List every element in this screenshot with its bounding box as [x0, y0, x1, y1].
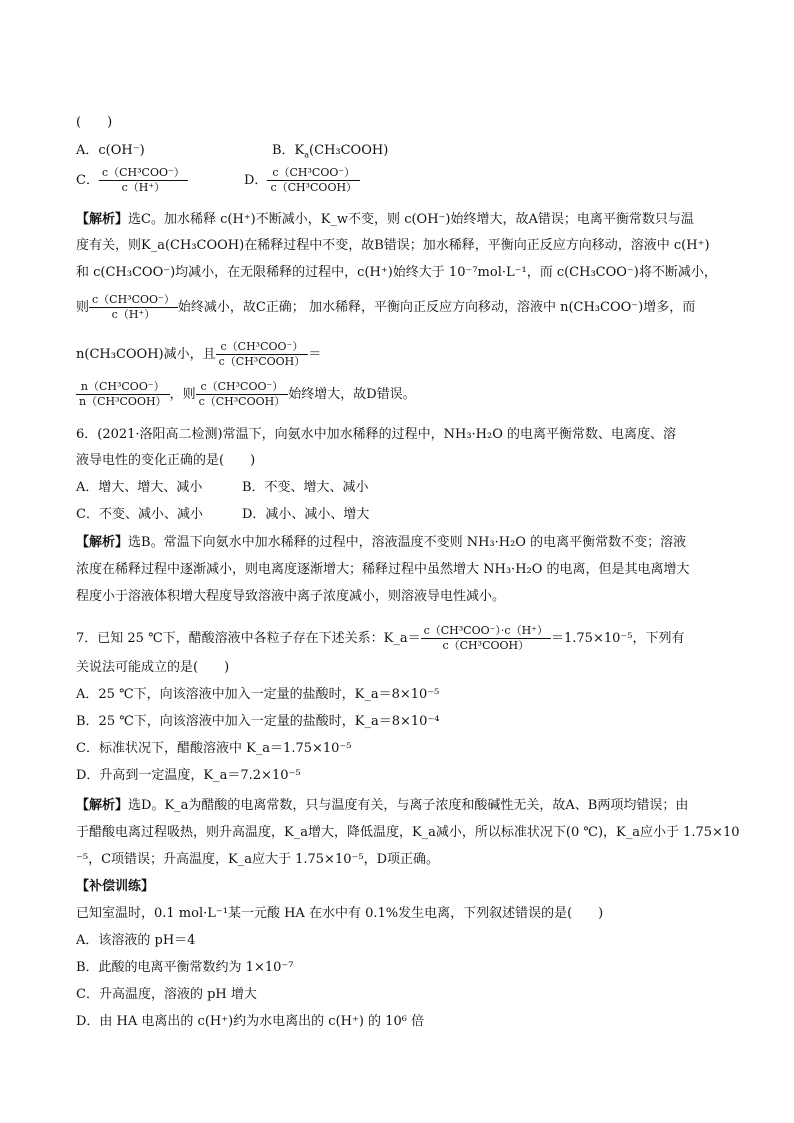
a6-line-3: 程度小于溶液体积增大程度导致溶液中离子浓度减小，则溶液导电性减小。 [76, 589, 506, 604]
q6-option-b: B．不变、增大、减小 [242, 480, 369, 495]
q6-line-1: 6．(2021·洛阳高二检测)常温下，向氨水中加水稀释的过程中，NH₃·H₂O 的电离平衡常数、电离度、溶 [76, 427, 677, 442]
supp-question: 已知室温时，0.1 mol·L⁻¹某一元酸 HA 在水中有 0.1%发生电离，下列叙述错误的是( ) [76, 906, 604, 921]
a7-line-1: 【解析】选D。K_a为醋酸的电离常数，只与温度有关，与离子浓度和酸碱性无关，故A、B两项均错误；由 [76, 798, 689, 813]
q5-option-d: D． $\frac{\text{c（CH³COO⁻）}}{\text{c（CH³COOH）}}$ [244, 166, 360, 195]
supp-option-d: D．由 HA 电离出的 c(H⁺)约为水电离出的 c(H⁺) 的 10⁶ 倍 [76, 1014, 425, 1029]
q7-option-c: C．标准状况下，醋酸溶液中 K_a＝1.75×10⁻⁵ [76, 741, 352, 756]
q6-line-2: 液导电性的变化正确的是( ) [76, 453, 256, 468]
a5-fraction-4: $\frac{\text{c（CH³COO⁻）}}{\text{c（CH³COOH）}}$ [196, 380, 289, 409]
a5-fraction-1: $\frac{\text{c（CH³COO⁻）}}{c(H^+)}$ [89, 293, 178, 322]
q5-answer-paren: ( ) [76, 115, 113, 130]
supp-heading: 【补偿训练】 [76, 879, 155, 894]
a5-line-4: 则 $\frac{\text{c（CH³COO⁻）}}{c(H^+)}$ 始终减小，故C正确； 加水稀释，平衡向正反应方向移动，溶液中 n(CH₃COO⁻)增多，而 [76, 293, 696, 321]
q5-option-c-fraction: $\frac{\text{c（CH³COO⁻）}}{c(H^+)}$ [99, 166, 188, 195]
a5-line-2: 度有关，则K_a(CH₃COOH)在稀释过程中不变，故B错误；加水稀释，平衡向正反应方向移动，溶液中 c(H⁺) [76, 238, 710, 253]
q7-option-a: A．25 ℃下，向该溶液中加入一定量的盐酸时，K_a＝8×10⁻⁵ [76, 687, 440, 702]
q7-option-d: D．升高到一定温度，K_a＝7.2×10⁻⁵ [76, 768, 301, 783]
q5-option-c: C． $\frac{\text{c（CH³COO⁻）}}{c(H^+)}$ [76, 166, 188, 195]
q5-option-b: B．$K_a(CH_3COOH)$ [272, 143, 389, 160]
a5-line-5: n(CH₃COOH)减小，且 $\frac{\text{c（CH³COO⁻）}}{\text{c（CH³COOH）}}$ ＝ [76, 340, 322, 368]
supp-option-c: C．升高温度，溶液的 pH 增大 [76, 987, 257, 1002]
supp-option-b: B．此酸的电离平衡常数约为 1×10⁻⁷ [76, 960, 294, 975]
q6-option-c: C．不变、减小、减小 [76, 507, 203, 522]
q7-ka-fraction: $\frac{\text{c（CH³COO⁻）·c（H⁺）}}{\text{c（CH³COOH）}}$ [421, 624, 551, 653]
a5-fraction-2: $\frac{\text{c（CH³COO⁻）}}{\text{c（CH³COOH）}}$ [216, 340, 309, 369]
q7-line-1: 7．已知 25 ℃下，醋酸溶液中各粒子存在下述关系：K_a＝ $\frac{\text{c（CH³COO⁻）·c（H⁺）}}{\text{c（CH³COOH）}}$ ＝1.75×10⁻⁵，下列有 [76, 624, 685, 652]
a5-fraction-3: $\frac{\text{n（CH³COO⁻）}}{\text{n（CH³COOH）}}$ [76, 380, 170, 409]
a7-line-3: ⁻⁵，C项错误；升高温度，K_a应大于 1.75×10⁻⁵，D项正确。 [76, 852, 439, 867]
supp-option-a: A．该溶液的 pH＝4 [76, 933, 196, 948]
a6-line-1: 【解析】选B。常温下向氨水中加水稀释的过程中，溶液温度不变则 NH₃·H₂O 的电离平衡常数不变；溶液 [76, 535, 687, 550]
q6-option-a: A．增大、增大、减小 [76, 480, 203, 495]
q7-line-2: 关说法可能成立的是( ) [76, 660, 230, 675]
a5-line-1: 【解析】选C。加水稀释 c(H⁺)不断减小，K_w不变，则 c(OH⁻)始终增大，故A错误；电离平衡常数只与温 [76, 212, 694, 227]
a7-line-2: 于醋酸电离过程吸热，则升高温度，K_a增大，降低温度，K_a减小，所以标准状况下(0 ℃)，K_a应小于 1.75×10 [76, 825, 740, 840]
a5-line-3: 和 c(CH₃COO⁻)均减小，在无限稀释的过程中，c(H⁺)始终大于 10⁻⁷mol·L⁻¹，而 c(CH₃COO⁻)将不断减小， [76, 265, 717, 280]
a5-line-6: $\frac{\text{n（CH³COO⁻）}}{\text{n（CH³COOH）}}$ ，则 $\frac{\text{c（CH³COO⁻）}}{\text{c（CH³COOH）}}$ 始终增大，故D错误。 [76, 380, 416, 409]
q6-option-d: D．减小、减小、增大 [242, 507, 370, 522]
q5-option-a: A．c(OH⁻) [76, 143, 145, 158]
a6-line-2: 浓度在稀释过程中逐渐减小，则电离度逐渐增大；稀释过程中虽然增大 NH₃·H₂O 的电离，但是其电离增大 [76, 562, 690, 577]
q7-option-b: B．25 ℃下，向该溶液中加入一定量的盐酸时，K_a＝8×10⁻⁴ [76, 714, 440, 729]
q5-option-d-fraction: $\frac{\text{c（CH³COO⁻）}}{\text{c（CH³COOH）}}$ [267, 166, 360, 195]
